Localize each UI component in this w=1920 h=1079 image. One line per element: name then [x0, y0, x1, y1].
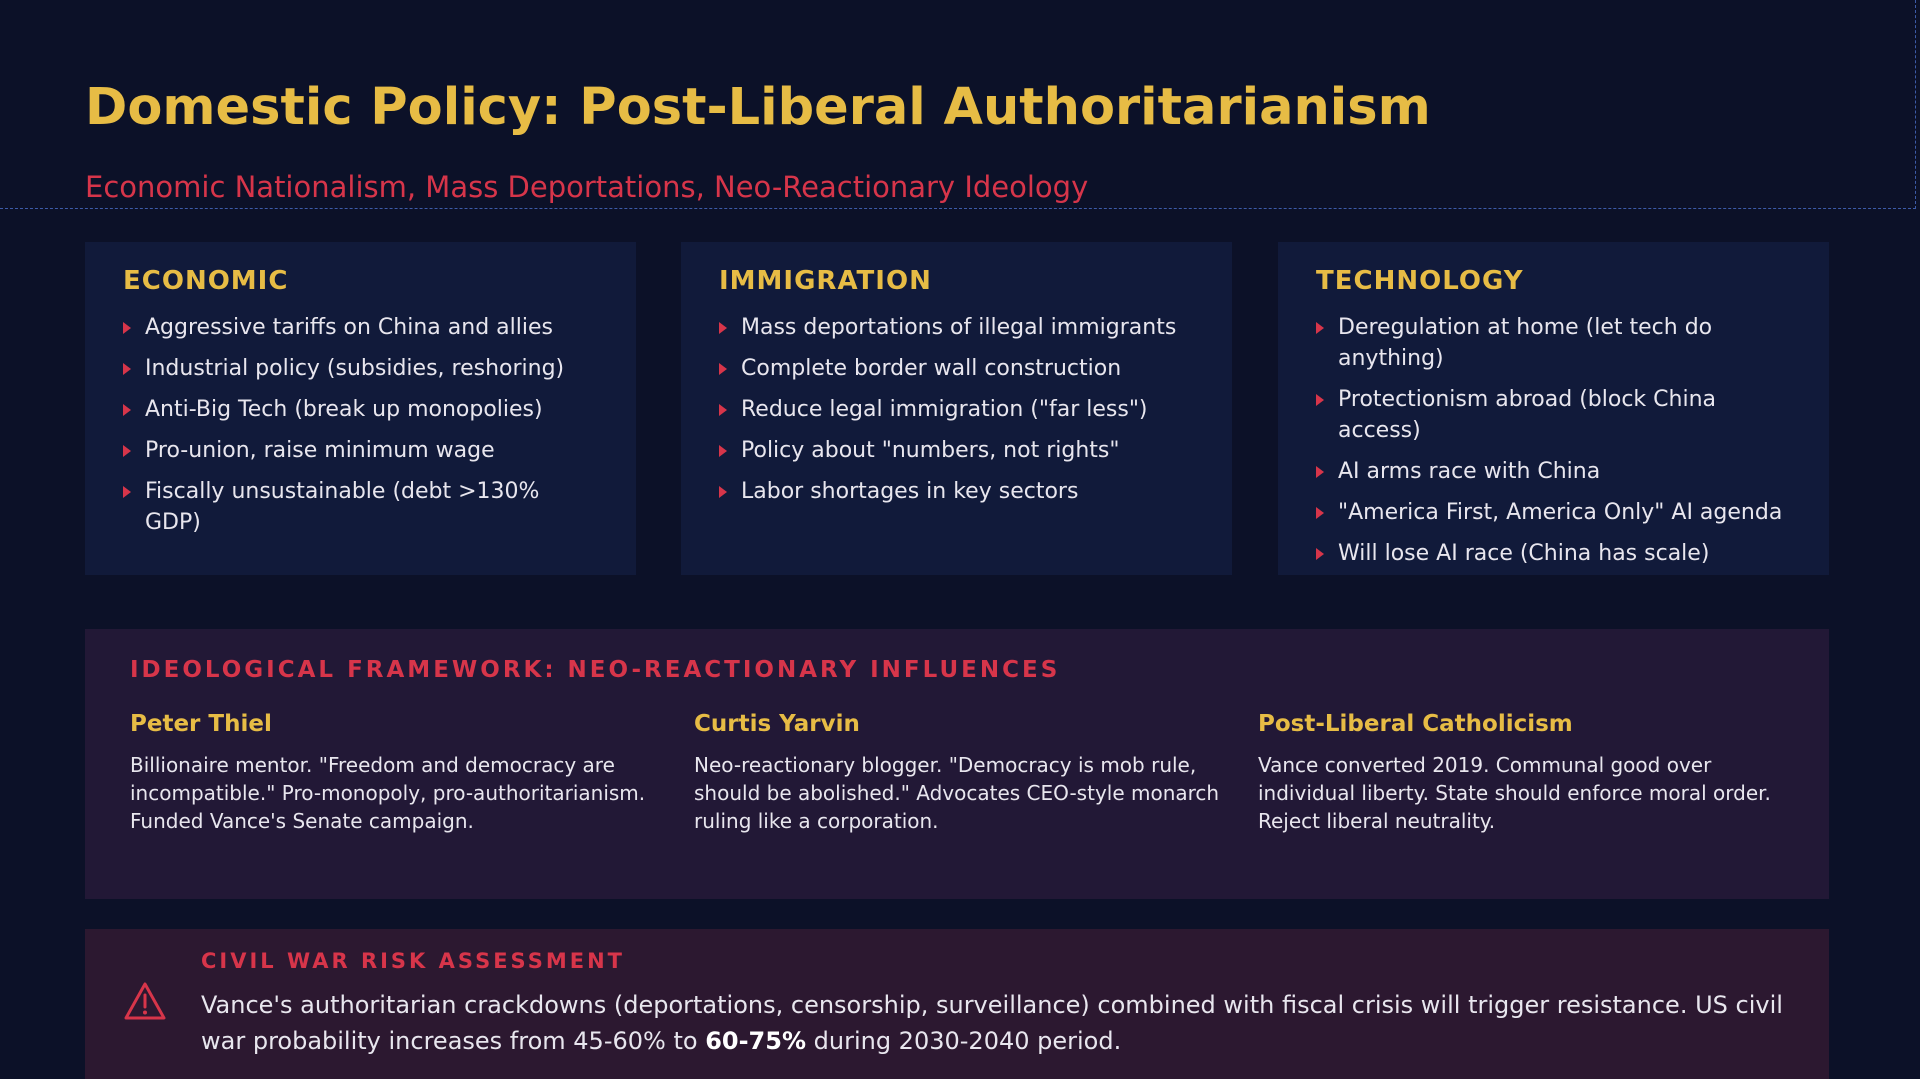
bullet-arrow-icon	[123, 363, 131, 375]
bullet-arrow-icon	[123, 486, 131, 498]
card-heading: ECONOMIC	[123, 266, 289, 296]
card-list	[123, 312, 600, 538]
list-item-text: Labor shortages in key sectors	[741, 479, 1079, 504]
list-item	[719, 353, 1196, 384]
influences-row	[130, 711, 1785, 861]
list-item-text: Deregulation at home (let tech do anything)	[1338, 315, 1713, 371]
list-item-text: Industrial policy (subsidies, reshoring)	[145, 356, 565, 381]
list-item	[1316, 497, 1793, 528]
risk-label: CIVIL WAR RISK ASSESSMENT	[201, 949, 625, 973]
list-item-text: Fiscally unsustainable (debt >130% GDP)	[145, 479, 540, 535]
bullet-arrow-icon	[1316, 466, 1324, 478]
card-list	[719, 312, 1196, 507]
list-item	[123, 394, 600, 425]
card-heading: IMMIGRATION	[719, 266, 932, 296]
list-item-text: Pro-union, raise minimum wage	[145, 438, 495, 463]
influence-yarvin	[694, 711, 1224, 835]
list-item	[1316, 538, 1793, 569]
influence-thiel	[130, 711, 660, 835]
influence-description: Neo-reactionary blogger. "Democracy is mob rule, should be abolished." Advocates CEO-style monarch ruling like a corporation.	[694, 753, 1220, 833]
list-item-text: Anti-Big Tech (break up monopolies)	[145, 397, 543, 422]
list-item	[719, 312, 1196, 343]
list-item	[123, 312, 600, 343]
bullet-arrow-icon	[1316, 322, 1324, 334]
bullet-arrow-icon	[123, 322, 131, 334]
bullet-arrow-icon	[1316, 548, 1324, 560]
risk-text	[201, 987, 1789, 1059]
bullet-arrow-icon	[1316, 394, 1324, 406]
list-item	[719, 394, 1196, 425]
ideology-panel	[85, 629, 1829, 899]
bullet-arrow-icon	[123, 445, 131, 457]
list-item-text: Protectionism abroad (block China access)	[1338, 387, 1716, 443]
ideology-label: IDEOLOGICAL FRAMEWORK: NEO-REACTIONARY INFLUENCES	[130, 657, 1061, 683]
list-item-text: Policy about "numbers, not rights"	[741, 438, 1120, 463]
list-item-text: Aggressive tariffs on China and allies	[145, 315, 553, 340]
bullet-arrow-icon	[719, 404, 727, 416]
list-item	[719, 476, 1196, 507]
bullet-arrow-icon	[123, 404, 131, 416]
list-item-text: "America First, America Only" AI agenda	[1338, 500, 1783, 525]
list-item-text: Will lose AI race (China has scale)	[1338, 541, 1710, 566]
list-item	[123, 476, 600, 538]
list-item-text: Complete border wall construction	[741, 356, 1122, 381]
influence-description: Vance converted 2019. Communal good over individual liberty. State should enforce moral order. Reject liberal neutrality.	[1258, 753, 1771, 833]
risk-panel	[85, 929, 1829, 1079]
list-item-text: AI arms race with China	[1338, 459, 1601, 484]
influence-description: Billionaire mentor. "Freedom and democracy are incompatible." Pro-monopoly, pro-authoritarianism. Funded Vance's Senate campaign.	[130, 753, 646, 833]
risk-text-after: during 2030-2040 period.	[806, 1027, 1122, 1055]
influence-catholicism	[1258, 711, 1788, 835]
list-item	[1316, 456, 1793, 487]
policy-cards	[85, 242, 1829, 575]
bullet-arrow-icon	[719, 445, 727, 457]
bullet-arrow-icon	[719, 363, 727, 375]
list-item	[123, 353, 600, 384]
page-title: Domestic Policy: Post-Liberal Authoritarianism	[85, 78, 1431, 137]
list-item	[123, 435, 600, 466]
influence-name: Post-Liberal Catholicism	[1258, 711, 1573, 737]
influence-name: Curtis Yarvin	[694, 711, 860, 737]
card-heading: TECHNOLOGY	[1316, 266, 1524, 296]
risk-highlight: 60-75%	[705, 1027, 806, 1055]
list-item	[719, 435, 1196, 466]
list-item	[1316, 384, 1793, 446]
card-economic	[85, 242, 636, 575]
page-subtitle: Economic Nationalism, Mass Deportations, Neo-Reactionary Ideology	[85, 170, 1089, 204]
risk-text-before: Vance's authoritarian crackdowns (deportations, censorship, surveillance) combined with fiscal crisis will trigger resistance. US civil war probability increases from 45-60% to	[201, 991, 1783, 1055]
list-item	[1316, 312, 1793, 374]
list-item-text: Reduce legal immigration ("far less")	[741, 397, 1148, 422]
list-item-text: Mass deportations of illegal immigrants	[741, 315, 1177, 340]
influence-name: Peter Thiel	[130, 711, 272, 737]
bullet-arrow-icon	[719, 322, 727, 334]
bullet-arrow-icon	[1316, 507, 1324, 519]
card-immigration	[681, 242, 1232, 575]
card-list	[1316, 312, 1793, 569]
warning-triangle-icon	[123, 981, 167, 1021]
bullet-arrow-icon	[719, 486, 727, 498]
card-technology	[1278, 242, 1829, 575]
